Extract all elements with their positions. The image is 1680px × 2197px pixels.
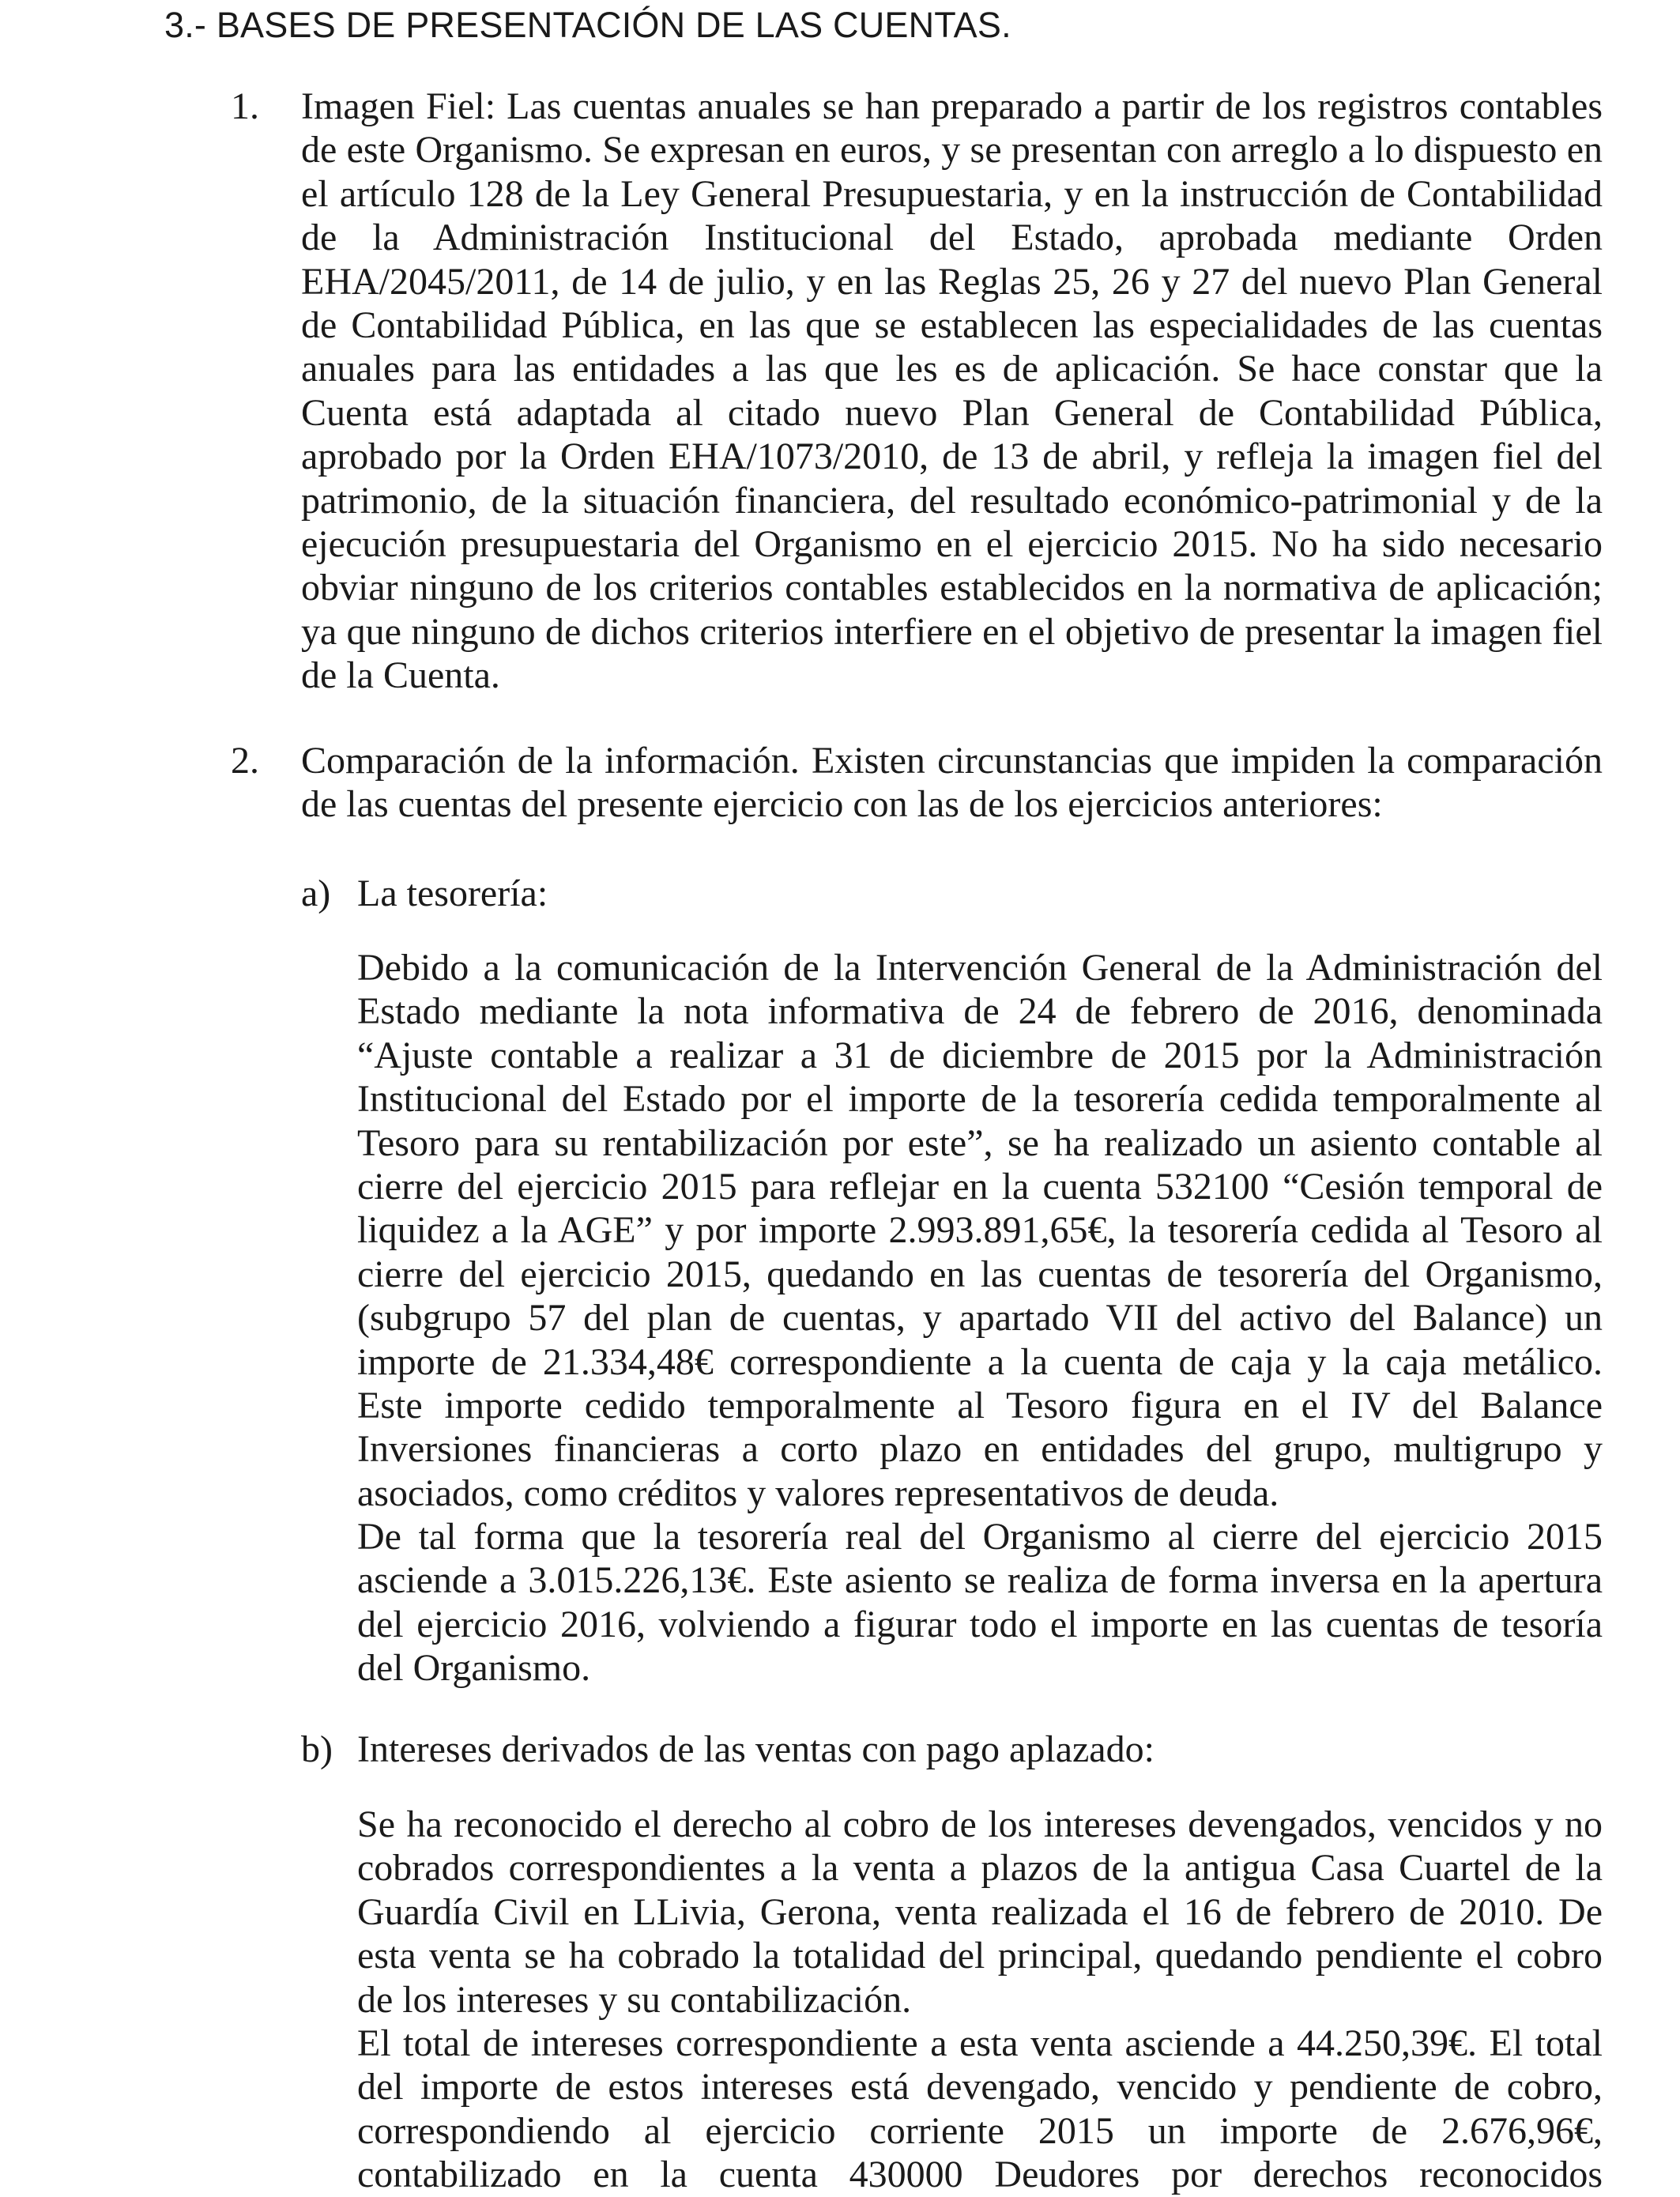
paragraph-line: De tal forma que la tesorería real del Organismo al cierre del ejercicio 2015 bbox=[357, 1516, 1603, 1558]
paragraph-line: Guardía Civil en LLivia, Gerona, venta realizada el 16 de febrero de 2010. De bbox=[357, 1890, 1603, 1933]
item-1-number: 1. bbox=[231, 85, 259, 127]
sub-item-a-title: La tesorería: bbox=[357, 872, 548, 914]
paragraph-line: contabilizado en la cuenta 430000 Deudores por derechos reconocidos bbox=[357, 2154, 1603, 2196]
paragraph-line: de la Cuenta. bbox=[301, 654, 500, 697]
paragraph-line: de Contabilidad Pública, en las que se establecen las especialidades de las cuentas bbox=[301, 303, 1603, 346]
paragraph-line: cierre del ejercicio 2015 para reflejar en la cuenta 532100 “Cesión temporal de bbox=[357, 1165, 1603, 1208]
paragraph-line: Institucional del Estado por el importe de la tesorería cedida temporalmente al bbox=[357, 1078, 1603, 1121]
sub-item-b-letter: b) bbox=[301, 1728, 333, 1770]
paragraph-line: asociados, como créditos y valores representativos de deuda. bbox=[357, 1472, 1279, 1514]
paragraph-line: del importe de estos intereses está devengado, vencido y pendiente de cobro, bbox=[357, 2066, 1603, 2108]
sub-item-a-paragraph-1 bbox=[357, 946, 1603, 1515]
paragraph-line: cierre del ejercicio 2015, quedando en las cuentas de tesorería del Organismo, bbox=[357, 1253, 1603, 1295]
paragraph-line: anuales para las entidades a las que les es de aplicación. Se hace constar que la bbox=[301, 348, 1603, 390]
sub-item-a-letter: a) bbox=[301, 872, 331, 914]
paragraph-line: Este importe cedido temporalmente al Tesoro figura en el IV del Balance bbox=[357, 1384, 1603, 1426]
paragraph-line: asciende a 3.015.226,13€. Este asiento se realiza de forma inversa en la apertura bbox=[357, 1559, 1603, 1602]
paragraph-line: Inversiones financieras a corto plazo en entidades del grupo, multigrupo y bbox=[357, 1428, 1603, 1471]
sub-item-a-paragraph-2 bbox=[357, 1515, 1603, 1690]
paragraph-line: del ejercicio 2016, volviendo a figurar todo el importe en las cuentas de tesoría bbox=[357, 1603, 1603, 1645]
section-heading: 3.- BASES DE PRESENTACIÓN DE LAS CUENTAS. bbox=[164, 5, 1011, 45]
paragraph-line: obviar ninguno de los criterios contables establecidos en la normativa de aplicación; bbox=[301, 567, 1603, 609]
paragraph-line: EHA/2045/2011, de 14 de julio, y en las Reglas 25, 26 y 27 del nuevo Plan General bbox=[301, 260, 1603, 303]
paragraph-line: cobrados correspondientes a la venta a plazos de la antigua Casa Cuartel de la bbox=[357, 1847, 1603, 1890]
paragraph-line: El total de intereses correspondiente a esta venta asciende a 44.250,39€. El total bbox=[357, 2022, 1603, 2064]
paragraph-line: Tesoro para su rentabilización por este”, se ha realizado un asiento contable al bbox=[357, 1121, 1603, 1164]
paragraph-line: Imagen Fiel: Las cuentas anuales se han preparado a partir de los registros contables bbox=[301, 85, 1603, 127]
paragraph-line: Debido a la comunicación de la Intervención General de la Administración del bbox=[357, 947, 1603, 989]
sub-item-b-paragraph-1 bbox=[357, 1803, 1603, 2022]
sub-item-b-title: Intereses derivados de las ventas con pago aplazado: bbox=[357, 1728, 1155, 1770]
paragraph-line: Cuenta está adaptada al citado nuevo Plan General de Contabilidad Pública, bbox=[301, 391, 1603, 434]
paragraph-line: liquidez a la AGE” y por importe 2.993.891,65€, la tesorería cedida al Tesoro al bbox=[357, 1209, 1603, 1252]
paragraph-line: del Organismo. bbox=[357, 1647, 591, 1690]
paragraph-line: (subgrupo 57 del plan de cuentas, y apartado VII del activo del Balance) un bbox=[357, 1297, 1603, 1340]
paragraph-line: el artículo 128 de la Ley General Presupuestaria, y en la instrucción de Contabilidad bbox=[301, 172, 1603, 215]
paragraph-line: de este Organismo. Se expresan en euros, y se presentan con arreglo a lo dispuesto en bbox=[301, 129, 1603, 171]
item-1-paragraph bbox=[301, 85, 1603, 697]
paragraph-line: “Ajuste contable a realizar a 31 de diciembre de 2015 por la Administración bbox=[357, 1034, 1603, 1076]
paragraph-line: ya que ninguno de dichos criterios interfiere en el objetivo de presentar la imagen fiel bbox=[301, 610, 1603, 653]
paragraph-line: importe de 21.334,48€ correspondiente a la cuenta de caja y la caja metálico. bbox=[357, 1340, 1603, 1383]
paragraph-line: aprobado por la Orden EHA/1073/2010, de 13 de abril, y refleja la imagen fiel del bbox=[301, 435, 1603, 478]
paragraph-line: de la Administración Institucional del Estado, aprobada mediante Orden bbox=[301, 217, 1603, 259]
item-2-number: 2. bbox=[231, 740, 259, 782]
item-2-paragraph bbox=[301, 739, 1603, 827]
paragraph-line: Estado mediante la nota informativa de 24 de febrero de 2016, denominada bbox=[357, 990, 1603, 1033]
paragraph-line: patrimonio, de la situación financiera, del resultado económico-patrimonial y de la bbox=[301, 479, 1603, 522]
paragraph-line: ejecución presupuestaria del Organismo en el ejercicio 2015. No ha sido necesario bbox=[301, 522, 1603, 565]
paragraph-line: Se ha reconocido el derecho al cobro de los intereses devengados, vencidos y no bbox=[357, 1803, 1603, 1845]
paragraph-line: esta venta se ha cobrado la totalidad del principal, quedando pendiente el cobro bbox=[357, 1935, 1603, 1977]
paragraph-line: de las cuentas del presente ejercicio con las de los ejercicios anteriores: bbox=[301, 783, 1383, 826]
paragraph-line: de los intereses y su contabilización. bbox=[357, 1978, 912, 2021]
paragraph-line: Comparación de la información. Existen circunstancias que impiden la comparación bbox=[301, 740, 1603, 782]
paragraph-line: correspondiendo al ejercicio corriente 2015 un importe de 2.676,96€, bbox=[357, 2109, 1603, 2152]
sub-item-b-paragraph-2 bbox=[357, 2022, 1603, 2197]
